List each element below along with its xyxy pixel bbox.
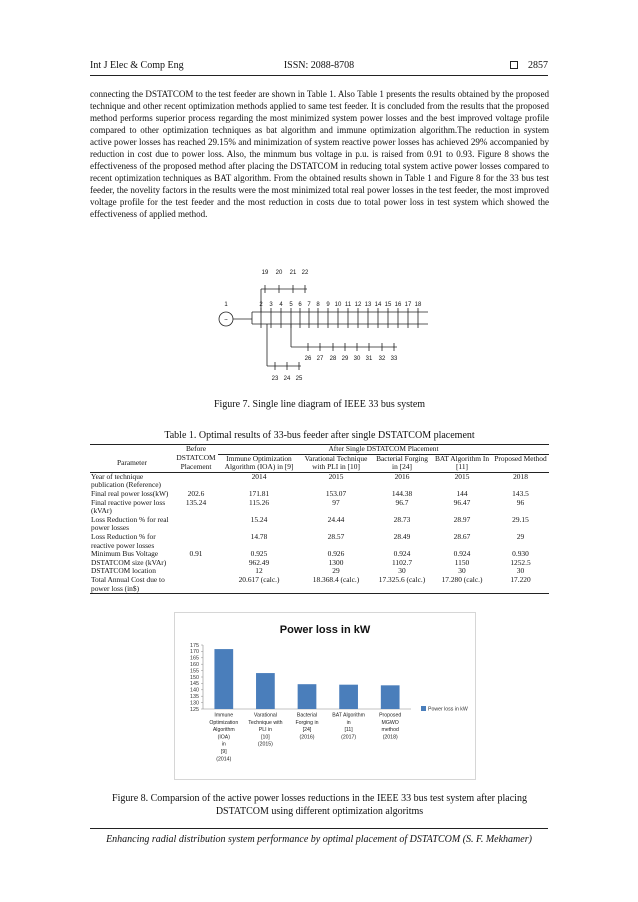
column-header: Immune Optimization Algorithm (IOA) in [9] (218, 454, 300, 472)
x-category-label: Immune (214, 712, 234, 719)
bar (339, 685, 358, 709)
value-cell: 17.220 (492, 576, 549, 594)
y-tick-label: 160 (190, 662, 199, 668)
bus-label: 7 (307, 302, 311, 308)
value-cell: 1150 (454, 557, 470, 567)
x-category-label: [10] (261, 734, 270, 741)
x-category-label: Forging in (295, 719, 319, 726)
column-header: Proposed Method (492, 454, 549, 472)
x-category-label: [9] (220, 749, 227, 755)
table-row (90, 472, 549, 490)
legend-swatch (421, 706, 426, 711)
value-cell: 28.57 (327, 531, 345, 541)
column-header: BAT Algorithm In [11] (432, 454, 492, 472)
value-cell: 2014 (251, 471, 267, 481)
value-cell: 115.26 (248, 497, 270, 507)
value-cell: 17.280 (calc.) (432, 576, 492, 594)
value-cell: 144 (456, 488, 468, 498)
group-before: Before (174, 445, 218, 455)
y-tick-label: 175 (190, 642, 199, 649)
x-category-label: (2017) (341, 734, 357, 741)
bus-label: 15 (384, 302, 392, 308)
checkbox-square-icon (510, 61, 518, 69)
x-category-label: Technique with (248, 719, 283, 726)
value-cell: 96.47 (453, 497, 471, 507)
value-cell: 29 (516, 531, 525, 541)
y-tick-label: 130 (190, 700, 199, 707)
bus-label: 8 (316, 302, 320, 308)
value-cell: 143.5 (512, 488, 529, 498)
bar (214, 649, 233, 709)
bus-label: 16 (394, 302, 402, 308)
value-cell: 0.926 (327, 549, 345, 559)
bus-label: 27 (316, 356, 324, 362)
value-cell: 15.24 (250, 514, 268, 524)
value-cell: 29 (332, 566, 340, 576)
bus-label: 20 (275, 270, 283, 276)
value-cell (174, 516, 218, 533)
value-cell: 20.617 (calc.) (218, 576, 300, 594)
page-number-group (510, 60, 548, 71)
value-cell: 30 (516, 566, 525, 576)
table-row (90, 516, 549, 533)
value-cell: 28.49 (393, 531, 411, 541)
x-category-label: Proposed (379, 712, 402, 719)
table-1-title: Table 1. Optimal results of 33-bus feeder after single DSTATCOM placement (164, 430, 475, 441)
value-cell: 171.81 (248, 488, 270, 498)
value-cell: 153.07 (325, 488, 347, 498)
value-cell: 962.49 (248, 557, 270, 567)
bus-label: 18 (414, 302, 422, 308)
bus-label: 1 (224, 302, 228, 308)
parameter-cell: DSTATCOM size (kVAr) (91, 557, 167, 567)
value-cell: 30 (398, 566, 406, 576)
value-cell: 96 (516, 497, 525, 507)
bar (256, 673, 275, 709)
y-tick-label: 140 (190, 687, 199, 694)
page-number: 2857 (528, 60, 548, 71)
value-cell: 0.930 (512, 549, 529, 559)
bus-label: 10 (334, 302, 342, 308)
x-category-label: MGWO (381, 719, 399, 726)
source-symbol-label: ~ (224, 317, 228, 324)
parameter-cell: Final reactive power loss (kVAr) (91, 497, 166, 516)
bus-label: 4 (279, 302, 283, 308)
journal-name: Int J Elec & Comp Eng (90, 60, 184, 71)
value-cell: 144.38 (391, 488, 413, 498)
single-line-diagram (205, 262, 445, 392)
y-tick-label: 150 (190, 674, 199, 681)
value-cell: 2015 (328, 471, 344, 481)
table-column-header (90, 454, 549, 472)
bar (298, 684, 317, 709)
bus-label: 22 (301, 270, 309, 276)
bus-label: 2 (259, 302, 263, 308)
value-cell (174, 559, 218, 568)
issn: ISSN: 2088-8708 (283, 60, 355, 71)
value-cell: 12 (255, 566, 263, 576)
bus-label: 11 (344, 302, 352, 308)
body-paragraph: connecting the DSTATCOM to the test feeder are shown in Table 1. Also Table 1 presents the results obtained by the proposed technique and other recent optimization methods applied to same test feeder. It is concluded from the results that the proposed method performs superior process regarding the most minimized system power losses and the best improved voltage profile compared to other optimization techniques as bat algorithm and immune optimization algorithm.The reduction in system active power losses has reached 29.15% and minimization of system reactive power losses has achieved 29% accompanied by reduction in cost due to power loss. Also, the minmum bus voltage in p.u. is raised from 0.91 to 0.93. Figure 8 shows the effectiveness of the proposed method after placing the DSTATCOM in reducing total system active power losses compared to recent optimization techniques as BAT algorithm. From the obtained results shown in Table 1 and Figure 8 for the 33 bus test feeder, the novelity factors in the results were the most minimized total real power losses in the test feeder, the most improved voltage profile for the test feeder and the most reduction in costs due to total power loss in test system which showed the effectiveness of applied method. (90, 89, 549, 220)
value-cell: 97 (332, 497, 340, 507)
x-category-label: [11] (344, 727, 353, 734)
y-tick-label: 125 (190, 706, 199, 713)
bus-label: 14 (374, 302, 382, 308)
bus-label: 21 (289, 270, 297, 276)
value-cell (174, 472, 218, 490)
chart-title: Power loss in kW (279, 624, 371, 636)
value-cell: 0.924 (453, 549, 471, 559)
value-cell: 0.924 (393, 549, 411, 559)
x-category-label: PLI in (258, 727, 273, 734)
y-tick-label: 145 (190, 681, 199, 688)
parameter-cell: Minimum Bus Voltage (91, 549, 159, 559)
value-cell: 1300 (328, 557, 344, 567)
x-category-label: Bacterial (296, 712, 318, 719)
x-category-label: method (381, 727, 399, 734)
x-category-label: in (221, 741, 226, 748)
value-cell: 2018 (513, 471, 528, 481)
value-cell: 135.24 (185, 497, 207, 507)
value-cell: 2016 (394, 471, 410, 481)
column-header: Bacterial Forging in [24] (372, 454, 432, 472)
x-category-label: Varational (253, 712, 277, 719)
value-cell: 17.325.6 (calc.) (372, 576, 432, 594)
x-category-label: (IOA) (217, 734, 231, 741)
y-tick-label: 155 (190, 668, 199, 675)
value-cell (174, 567, 218, 576)
value-cell: 28.67 (453, 531, 471, 541)
parameter-cell: DSTATCOM location (91, 566, 156, 576)
table-row (90, 499, 549, 516)
column-header: Parameter (90, 454, 174, 472)
value-cell: 1252.5 (510, 557, 531, 567)
bus-label: 17 (404, 302, 412, 308)
chart-legend (421, 706, 468, 713)
bus-label: 31 (365, 356, 373, 362)
bus-label: 30 (353, 356, 361, 362)
x-category-label: in (346, 719, 351, 726)
value-cell (174, 533, 218, 550)
parameter-cell: Loss Reduction % for reactive power losses (91, 531, 156, 550)
value-cell (174, 576, 218, 594)
bus-label: 26 (304, 356, 312, 362)
bus-label: 32 (378, 356, 386, 362)
bus-label: 5 (289, 302, 293, 308)
x-category-label: (2014) (216, 756, 232, 763)
bus-label: 3 (269, 302, 273, 308)
parameter-cell: Loss Reduction % for real power losses (91, 514, 169, 533)
bus-label: 19 (261, 270, 269, 276)
value-cell: 0.925 (250, 549, 268, 559)
table-row (90, 559, 549, 568)
value-cell: 28.97 (453, 514, 471, 524)
power-loss-chart (174, 612, 476, 780)
figure-7-caption: Figure 7. Single line diagram of IEEE 33 bus system (213, 399, 426, 410)
value-cell: 1102.7 (391, 557, 413, 567)
value-cell: 24.44 (327, 514, 345, 524)
value-cell: 0.91 (189, 549, 203, 559)
parameter-cell: Year of technique publication (Reference) (91, 471, 161, 490)
parameter-cell: Total Annual Cost due to power loss (in$) (90, 576, 174, 594)
column-header: Varational Technique with PLI in [10] (300, 454, 372, 472)
running-footer: Enhancing radial distribution system performance by optimal placement of DSTATCOM (S. F. Mekhamer) (90, 828, 548, 845)
x-category-label: (2015) (257, 741, 273, 748)
bus-label: 13 (364, 302, 372, 308)
value-cell: 202.6 (187, 488, 205, 498)
x-category-label: Optimization (209, 719, 239, 726)
table-group-header (90, 445, 549, 455)
table-row (90, 576, 549, 594)
value-cell: 96.7 (395, 497, 409, 507)
results-table (90, 444, 549, 594)
running-header (90, 54, 548, 76)
bar (381, 685, 400, 709)
bus-label: 33 (390, 356, 398, 362)
legend-label: Power loss in kW (428, 706, 468, 713)
group-after: After Single DSTATCOM Placement (218, 445, 549, 455)
bus-label: 6 (298, 302, 302, 308)
y-tick-label: 165 (190, 655, 199, 662)
bus-label: 28 (329, 356, 337, 362)
bus-label: 29 (341, 356, 349, 362)
parameter-cell: Final real power loss(kW) (91, 488, 169, 498)
value-cell: 28.73 (393, 514, 411, 524)
x-category-label: BAT Algorithm (332, 712, 365, 719)
bus-label: 12 (354, 302, 362, 308)
value-cell: 14.78 (250, 531, 268, 541)
x-category-label: (2016) (299, 734, 315, 741)
column-header: DSTATCOM Placement (174, 454, 218, 472)
x-category-label: [24] (302, 727, 312, 734)
bus-label: 9 (326, 302, 330, 308)
bus-label: 24 (283, 376, 291, 382)
table-row (90, 533, 549, 550)
y-tick-label: 135 (190, 694, 199, 700)
figure-8-caption: Figure 8. Comparsion of the active power losses reductions in the IEEE 33 bus test system after placing DSTATCOM using different optimization algoritms (112, 793, 527, 817)
value-cell: 2015 (454, 471, 470, 481)
bus-label: 25 (295, 376, 303, 382)
y-tick-label: 170 (190, 649, 199, 656)
bus-label: 23 (271, 376, 279, 382)
x-category-label: Algorithm (212, 727, 235, 734)
x-category-label: (2018) (382, 734, 398, 741)
value-cell: 29.15 (512, 514, 529, 524)
value-cell: 18.368.4 (calc.) (300, 576, 372, 594)
value-cell: 30 (458, 566, 466, 576)
